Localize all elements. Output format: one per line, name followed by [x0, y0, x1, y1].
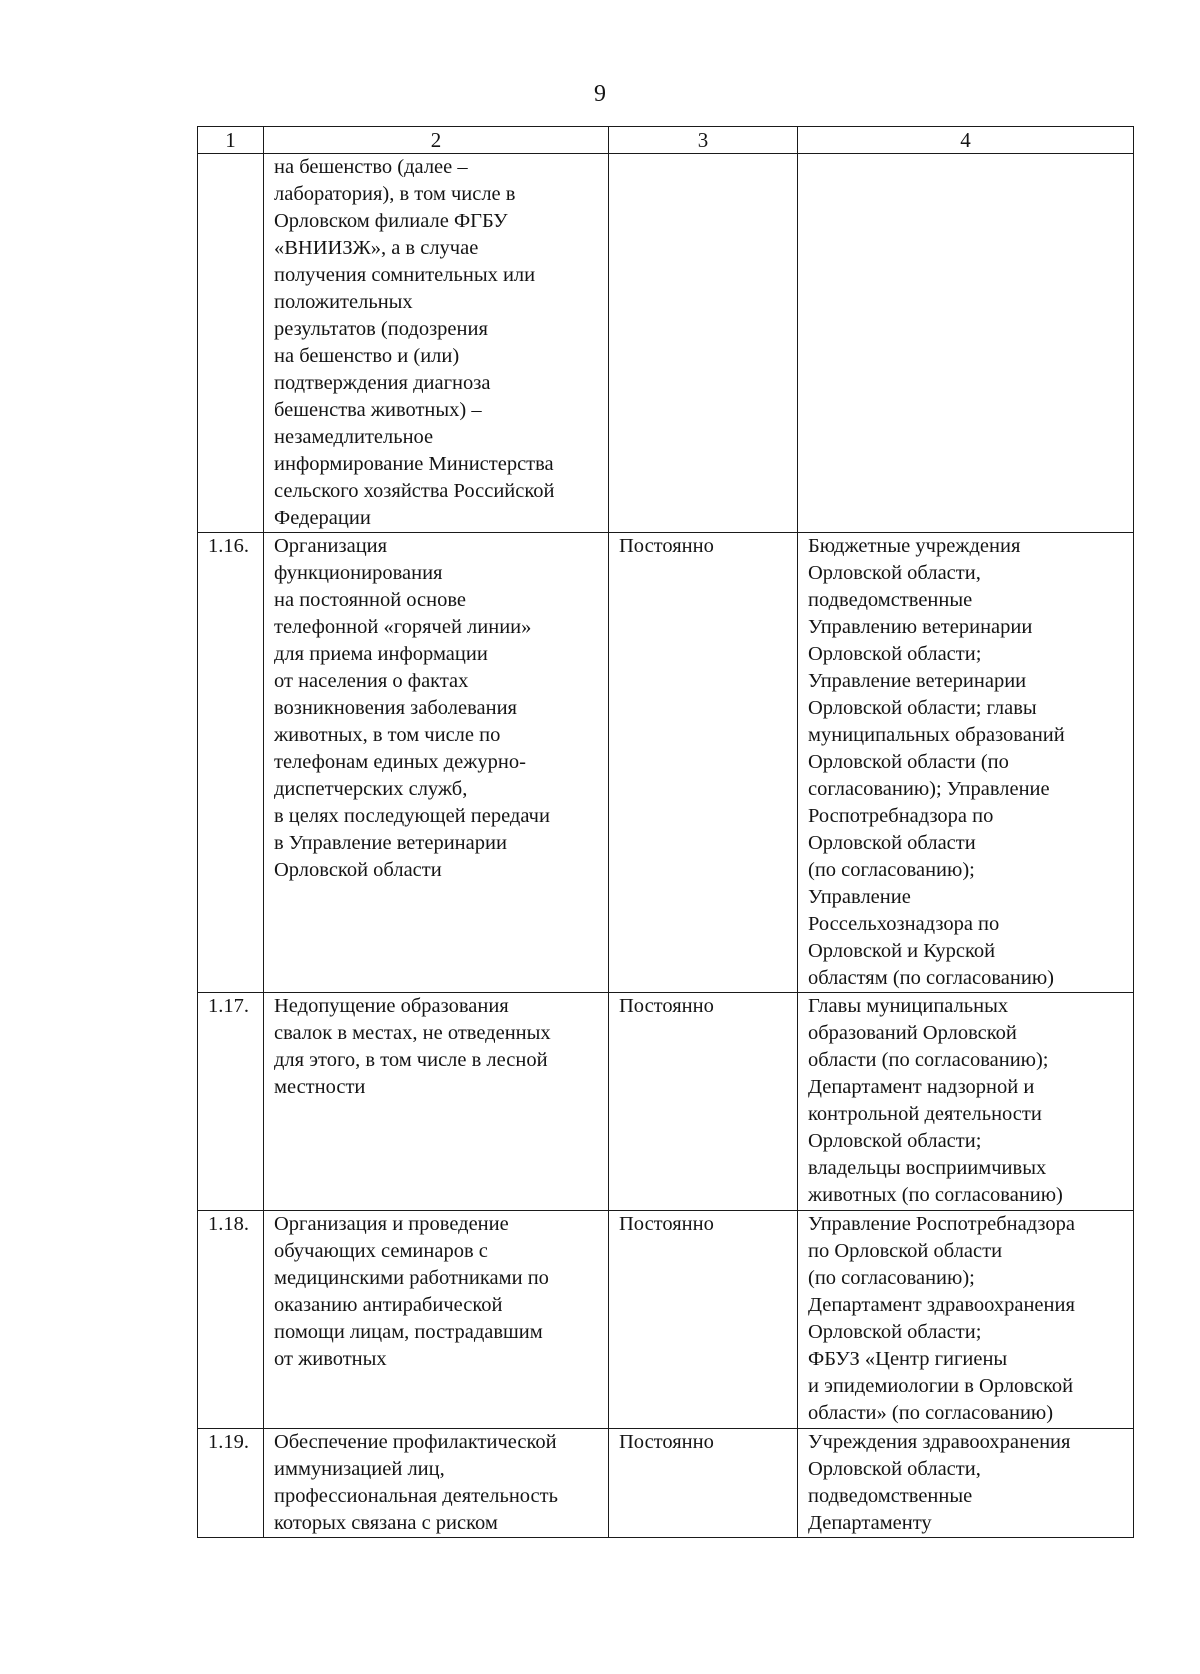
column-header: 3 — [609, 127, 798, 154]
measures-table — [197, 126, 1134, 1538]
text-line: Организация — [274, 535, 388, 557]
text-line: диспетчерских служб, — [274, 778, 468, 800]
text-line: Орловской области — [808, 832, 976, 854]
text-line: Обеспечение профилактической — [274, 1431, 557, 1453]
text-line: результатов (подозрения — [274, 318, 488, 340]
term-cell — [609, 993, 798, 1211]
text-line: незамедлительное — [274, 426, 434, 448]
text-line: Управление ветеринарии — [808, 670, 1027, 692]
text-line: на постоянной основе — [274, 589, 467, 611]
text-line: Орловской и Курской — [808, 940, 996, 962]
measure-cell — [264, 154, 609, 533]
text-line: местности — [274, 1076, 366, 1098]
column-header: 2 — [264, 127, 609, 154]
text-line: Федерации — [274, 507, 371, 529]
text-line: Орловской области; — [808, 1321, 982, 1343]
text-line: Постоянно — [619, 1431, 714, 1453]
text-line: Постоянно — [619, 535, 714, 557]
row-number-cell: 1.19. — [198, 1429, 264, 1538]
responsible-cell — [798, 154, 1134, 533]
responsible-cell — [798, 1211, 1134, 1429]
text-line: Орловской области, — [808, 1458, 981, 1480]
text-line: Постоянно — [619, 995, 714, 1017]
term-cell — [609, 154, 798, 533]
table-row — [198, 1429, 1134, 1538]
text-line: Орловской области (по — [808, 751, 1009, 773]
text-line: контрольной деятельности — [808, 1103, 1042, 1125]
text-line: Орловской области; — [808, 643, 982, 665]
text-line: получения сомнительных или — [274, 264, 536, 286]
text-line: в целях последующей передачи — [274, 805, 550, 827]
text-line: Департаменту — [808, 1512, 932, 1534]
text-line: Организация и проведение — [274, 1213, 509, 1235]
text-line: на бешенство (далее – — [274, 156, 468, 178]
text-line: функционирования — [274, 562, 443, 584]
text-line: от населения о фактах — [274, 670, 469, 692]
text-line: Управление Роспотребнадзора — [808, 1213, 1075, 1235]
measure-cell — [264, 993, 609, 1211]
table-row — [198, 533, 1134, 993]
text-line: Управление — [808, 886, 911, 908]
text-line: «ВНИИЗЖ», а в случае — [274, 237, 479, 259]
table-row — [198, 154, 1134, 533]
text-line: животных, в том числе по — [274, 724, 501, 746]
measure-cell — [264, 1429, 609, 1538]
text-line: бешенства животных) – — [274, 399, 482, 421]
text-line: телефонам единых дежурно- — [274, 751, 526, 773]
measure-cell — [264, 1211, 609, 1429]
text-line: Орловской области — [274, 859, 442, 881]
text-line: ФБУЗ «Центр гигиены — [808, 1348, 1008, 1370]
text-line: и эпидемиологии в Орловской — [808, 1375, 1074, 1397]
text-line: помощи лицам, пострадавшим — [274, 1321, 543, 1343]
text-line: области (по согласованию); — [808, 1049, 1049, 1071]
text-line: Орловском филиале ФГБУ — [274, 210, 508, 232]
responsible-cell — [798, 533, 1134, 993]
text-line: для этого, в том числе в лесной — [274, 1049, 548, 1071]
text-line: по Орловской области — [808, 1240, 1003, 1262]
text-line: области» (по согласованию) — [808, 1402, 1054, 1424]
text-line: (по согласованию); — [808, 859, 975, 881]
column-header: 4 — [798, 127, 1134, 154]
text-line: возникновения заболевания — [274, 697, 517, 719]
text-line: Орловской области; главы — [808, 697, 1037, 719]
text-line: согласованию); Управление — [808, 778, 1050, 800]
text-line: Управлению ветеринарии — [808, 616, 1033, 638]
text-line: от животных — [274, 1348, 387, 1370]
text-line: на бешенство и (или) — [274, 345, 460, 367]
text-line: информирование Министерства — [274, 453, 554, 475]
text-line: телефонной «горячей линии» — [274, 616, 532, 638]
text-line: положительных — [274, 291, 413, 313]
text-line: профессиональная деятельность — [274, 1485, 558, 1507]
text-line: владельцы восприимчивых — [808, 1157, 1047, 1179]
text-line: Россельхознадзора по — [808, 913, 1000, 935]
text-line: образований Орловской — [808, 1022, 1017, 1044]
text-line: Постоянно — [619, 1213, 714, 1235]
text-line: (по согласованию); — [808, 1267, 975, 1289]
text-line: которых связана с риском — [274, 1512, 498, 1534]
text-line: лаборатория), в том числе в — [274, 183, 516, 205]
text-line: Недопущение образования — [274, 995, 509, 1017]
text-line: Департамент здравоохранения — [808, 1294, 1075, 1316]
row-number-cell: 1.16. — [198, 533, 264, 993]
table-row — [198, 1211, 1134, 1429]
page-number: 9 — [594, 81, 606, 107]
text-line: муниципальных образований — [808, 724, 1065, 746]
term-cell — [609, 1429, 798, 1538]
text-line: оказанию антирабической — [274, 1294, 503, 1316]
text-line: Главы муниципальных — [808, 995, 1009, 1017]
text-line: Бюджетные учреждения — [808, 535, 1021, 557]
responsible-cell — [798, 1429, 1134, 1538]
text-line: Орловской области; — [808, 1130, 982, 1152]
text-line: животных (по согласованию) — [808, 1184, 1063, 1206]
term-cell — [609, 533, 798, 993]
row-number-cell: 1.17. — [198, 993, 264, 1211]
row-number-cell: 1.18. — [198, 1211, 264, 1429]
header-row — [198, 127, 1134, 154]
text-line: для приема информации — [274, 643, 488, 665]
text-line: подведомственные — [808, 589, 973, 611]
text-line: областям (по согласованию) — [808, 967, 1054, 989]
text-line: подведомственные — [808, 1485, 973, 1507]
text-line: Учреждения здравоохранения — [808, 1431, 1071, 1453]
column-header: 1 — [198, 127, 264, 154]
term-cell — [609, 1211, 798, 1429]
table-row — [198, 993, 1134, 1211]
row-number-cell — [198, 154, 264, 533]
text-line: Роспотребнадзора по — [808, 805, 994, 827]
text-line: иммунизацией лиц, — [274, 1458, 445, 1480]
text-line: подтверждения диагноза — [274, 372, 491, 394]
responsible-cell — [798, 993, 1134, 1211]
text-line: свалок в местах, не отведенных — [274, 1022, 551, 1044]
text-line: медицинскими работниками по — [274, 1267, 549, 1289]
text-line: Орловской области, — [808, 562, 981, 584]
text-line: Департамент надзорной и — [808, 1076, 1035, 1098]
measure-cell — [264, 533, 609, 993]
text-line: в Управление ветеринарии — [274, 832, 507, 854]
text-line: сельского хозяйства Российской — [274, 480, 555, 502]
text-line: обучающих семинаров с — [274, 1240, 488, 1262]
